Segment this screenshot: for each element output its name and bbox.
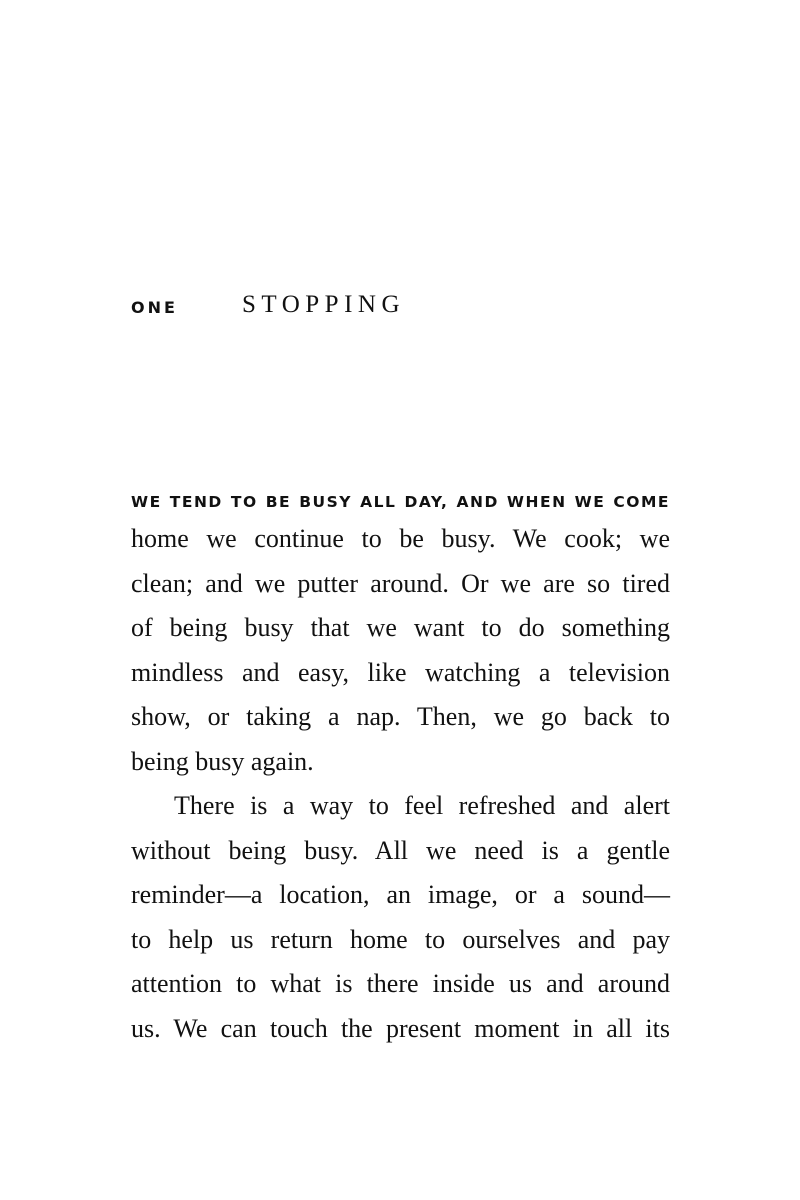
chapter-title: STOPPING <box>242 291 406 318</box>
chapter-number: ONE <box>131 298 178 317</box>
text-line: without being busy. All we need is a gentle <box>131 835 670 865</box>
chapter-body <box>131 487 670 1051</box>
text-line: show, or taking a nap. Then, we go back to <box>131 702 670 731</box>
text-line: mindless and easy, like watching a television <box>131 657 670 687</box>
text-line: reminder—a location, an image, or a sound— <box>131 880 670 909</box>
text-line-paragraph-start: There is a way to feel refreshed and alert <box>174 791 670 820</box>
text-line: to help us return home to ourselves and pay <box>131 924 670 954</box>
text-line: being busy again. <box>131 746 314 776</box>
text-line: attention to what is there inside us and around <box>131 969 670 998</box>
text-line: us. We can touch the present moment in all its <box>131 1013 670 1043</box>
text-line: of being busy that we want to do something <box>131 613 670 642</box>
text-line: home we continue to be busy. We cook; we <box>131 524 670 553</box>
lead-in-line: WE TEND TO BE BUSY ALL DAY, AND WHEN WE COME <box>131 493 670 511</box>
text-line: clean; and we putter around. Or we are so tired <box>131 568 670 598</box>
